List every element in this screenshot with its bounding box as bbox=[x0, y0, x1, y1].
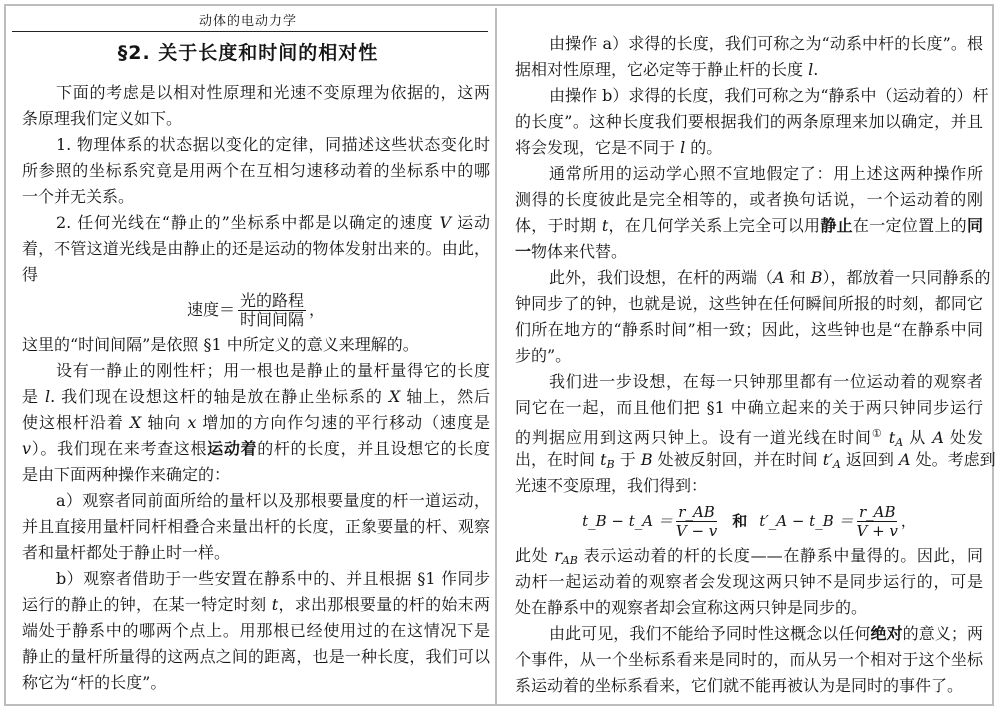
math-symbol: A bbox=[898, 450, 911, 469]
left-body-text bbox=[22, 80, 490, 696]
formula-tail: ， bbox=[900, 512, 916, 530]
math-symbol: t bbox=[601, 216, 609, 235]
math-symbol: t′ bbox=[822, 450, 833, 469]
formula-part2-denominator: V + v bbox=[856, 521, 898, 540]
text-line: 个事件，从一个坐标系看来是同时的，而从另一个相对于这个坐标 bbox=[515, 650, 983, 669]
formula-tail: ， bbox=[309, 300, 326, 319]
math-symbol: ① bbox=[871, 427, 883, 440]
text-line: 出，在时间 $t_B$ 于 B 处被反射回，并在时间 $t'_A$ 返回到 A 处。考虑到 bbox=[515, 450, 996, 471]
text-line: 的判据应用到这两只钟上。设有一道光线在时间① $t_A$ 从 A 处发 bbox=[515, 427, 983, 449]
math-symbol: B bbox=[606, 458, 615, 471]
text-line: 称它为“杆的长度”。 bbox=[22, 673, 167, 692]
math-symbol: A bbox=[773, 268, 785, 287]
formula-part2-numerator: r_AB bbox=[858, 502, 896, 521]
formula-part2-lhs: t′_A − t_B ＝ bbox=[759, 512, 854, 530]
formula-part1-fraction bbox=[676, 503, 717, 540]
text-line: 测得的长度彼此是完全相等的，或者换句话说，一个运动着的刚 bbox=[515, 190, 983, 209]
text-line: 使这根杆沿着 X 轴向 x 增加的方向作匀速的平行移动（速度是 bbox=[22, 413, 490, 432]
math-symbol: A bbox=[832, 458, 841, 471]
text-line: 由操作 a）求得的长度，我们可称之为“动系中杆的长度”。根 bbox=[549, 34, 983, 53]
left-page bbox=[8, 8, 497, 704]
text-line: 运行的静止的钟，在某一特定时刻 t，求出那根要量的杆的始末两 bbox=[22, 595, 490, 614]
text-line: 所参照的坐标系究竟是用两个在互相匀速移动着的坐标系中的哪 bbox=[22, 161, 490, 180]
text-line: 通常所用的运动学心照不宣地假定了：用上述这两种操作所 bbox=[549, 164, 983, 183]
header-rule bbox=[12, 31, 488, 32]
formula-fraction bbox=[238, 292, 306, 329]
math-symbol: B bbox=[810, 268, 823, 287]
text-line: 处在静系中的观察者却会宣称这两只钟是同步的。 bbox=[515, 598, 868, 617]
text-line: 将会发现，它是不同于 l 的。 bbox=[515, 138, 723, 157]
text-line: 这里的“时间间隔”是依照 §1 中所定义的意义来理解的。 bbox=[22, 335, 419, 354]
section-title: §2. 关于长度和时间的相对性 bbox=[117, 42, 379, 64]
text-line: 们所在地方的“静系时间”相一致；因此，这些钟也是“在静系中同 bbox=[515, 320, 983, 339]
right-page bbox=[501, 8, 995, 704]
formula-lhs: 速度＝ bbox=[186, 300, 235, 319]
math-symbol: A bbox=[932, 428, 944, 447]
text-line: 此外，我们设想，在杆的两端（A 和 B），都放着一只同静系的 bbox=[549, 268, 991, 287]
text-line: 是 l. 我们现在设想这杆的轴是放在静止坐标系的 X 轴上，然后 bbox=[22, 387, 491, 406]
text-line: 一物体来代替。 bbox=[515, 242, 628, 261]
math-symbol: v bbox=[22, 439, 32, 458]
text-line: 得 bbox=[22, 265, 39, 284]
math-symbol: V bbox=[439, 213, 452, 232]
formula-numerator: 光的路程 bbox=[239, 290, 304, 310]
text-line: 是由下面两种操作来确定的： bbox=[22, 465, 231, 484]
text-line: 2. 任何光线在“静止的”坐标系中都是以确定的速度 V 运动 bbox=[56, 213, 490, 232]
text-line: b）观察者借助于一些安置在静系中的、并且根据 §1 作同步 bbox=[56, 569, 490, 588]
text-line: 系运动着的坐标系看来，它们就不能再被认为是同时的事件了。 bbox=[515, 676, 964, 695]
text-line: 我们进一步设想，在每一只钟那里都有一位运动着的观察者 bbox=[549, 372, 983, 391]
running-head: 动体的电动力学 bbox=[198, 14, 297, 29]
text-line: 端处于静系中的哪两个点上。用那根已经使用过的在这情况下是 bbox=[22, 621, 490, 640]
math-symbol: r bbox=[554, 546, 562, 565]
math-symbol: t bbox=[271, 595, 279, 614]
text-line: 条原理我们定义如下。 bbox=[22, 109, 183, 128]
text-line: 体，于时期 t，在几何学关系上完全可以用静止在一定位置上的同 bbox=[515, 216, 983, 235]
math-symbol: l bbox=[44, 387, 51, 406]
math-symbol: A bbox=[895, 436, 904, 449]
text-line: 同它在一起，而且他们把 §1 中确立起来的关于两只钟同步运行 bbox=[515, 398, 983, 417]
text-line: v）。我们现在来考查这根运动着的杆的长度，并且设想它的长度 bbox=[22, 439, 490, 458]
text-line: a）观察者同前面所给的量杆以及那根要量度的杆一道运动， bbox=[56, 491, 490, 510]
formula-part1-denominator: V − v bbox=[675, 521, 718, 540]
emphasis-text: 一 bbox=[515, 242, 532, 261]
text-line: 步的”。 bbox=[515, 346, 572, 365]
formula-part2-fraction bbox=[857, 503, 898, 540]
text-line: 静止的量杆所量得的这两点之间的距离，也是一种长度，我们可以 bbox=[22, 647, 490, 666]
emphasis-text: 运动着 bbox=[207, 439, 258, 458]
text-line: 并且直接用量杆同杆相叠合来量出杆的长度，正象要量的杆、观察 bbox=[22, 517, 490, 536]
math-symbol: AB bbox=[561, 554, 578, 567]
math-symbol: X bbox=[388, 387, 401, 406]
right-body-text bbox=[515, 31, 996, 699]
formula-part1-numerator: r_AB bbox=[678, 502, 715, 521]
math-symbol: l bbox=[808, 60, 814, 79]
text-line: 此处 $r_{AB}$ 表示运动着的杆的长度——在静系中量得的。因此，同 bbox=[515, 546, 983, 567]
text-line: 光速不变原理，我们得到： bbox=[515, 476, 708, 495]
math-symbol: t bbox=[888, 428, 896, 447]
text-line: 由操作 b）求得的长度，我们可称之为“静系中（运动着的）杆 bbox=[549, 86, 989, 105]
emphasis-text: 绝对 bbox=[870, 624, 903, 643]
text-line: 据相对性原理，它必定等于静止杆的长度 l. bbox=[515, 60, 819, 79]
formula-connector: 和 bbox=[732, 512, 748, 530]
math-symbol: t bbox=[600, 450, 607, 469]
formula-part1-lhs: t_B − t_A ＝ bbox=[582, 512, 673, 530]
math-symbol: X bbox=[129, 413, 142, 432]
text-line: 的长度”。这种长度我们要根据我们的两条原理来加以确定，并且 bbox=[515, 112, 983, 131]
emphasis-text: 静止 bbox=[820, 216, 853, 235]
math-symbol: l bbox=[680, 138, 686, 157]
text-line: 一个并无关系。 bbox=[22, 187, 135, 206]
text-line: 由此可见，我们不能给予同时性这概念以任何绝对的意义；两 bbox=[549, 624, 983, 643]
velocity-formula bbox=[22, 288, 490, 332]
text-line: 1. 物理体系的状态据以变化的定律，同描述这些状态变化时 bbox=[56, 135, 490, 154]
math-symbol: x bbox=[187, 413, 197, 432]
text-line: 下面的考虑是以相对性原理和光速不变原理为依据的，这两 bbox=[56, 83, 490, 102]
emphasis-text: 同 bbox=[966, 216, 983, 235]
math-symbol: B bbox=[640, 450, 653, 469]
text-line: 设有一静止的刚性杆；用一根也是静止的量杆量得它的长度 bbox=[56, 361, 490, 380]
text-line: 动杆一起运动着的观察者会发现这两只钟不是同步运行的，可是 bbox=[515, 572, 983, 591]
formula-denominator: 时间间隔 bbox=[239, 309, 304, 329]
text-line: 者和量杆都处于静止时一样。 bbox=[22, 543, 231, 562]
clock-sync-formula bbox=[515, 499, 983, 543]
text-line: 着，不管这道光线是由静止的还是运动的物体发射出来的。由此， bbox=[22, 239, 490, 258]
text-line: 钟同步了的钟，也就是说，这些钟在任何瞬间所报的时刻，都同它 bbox=[515, 294, 983, 313]
